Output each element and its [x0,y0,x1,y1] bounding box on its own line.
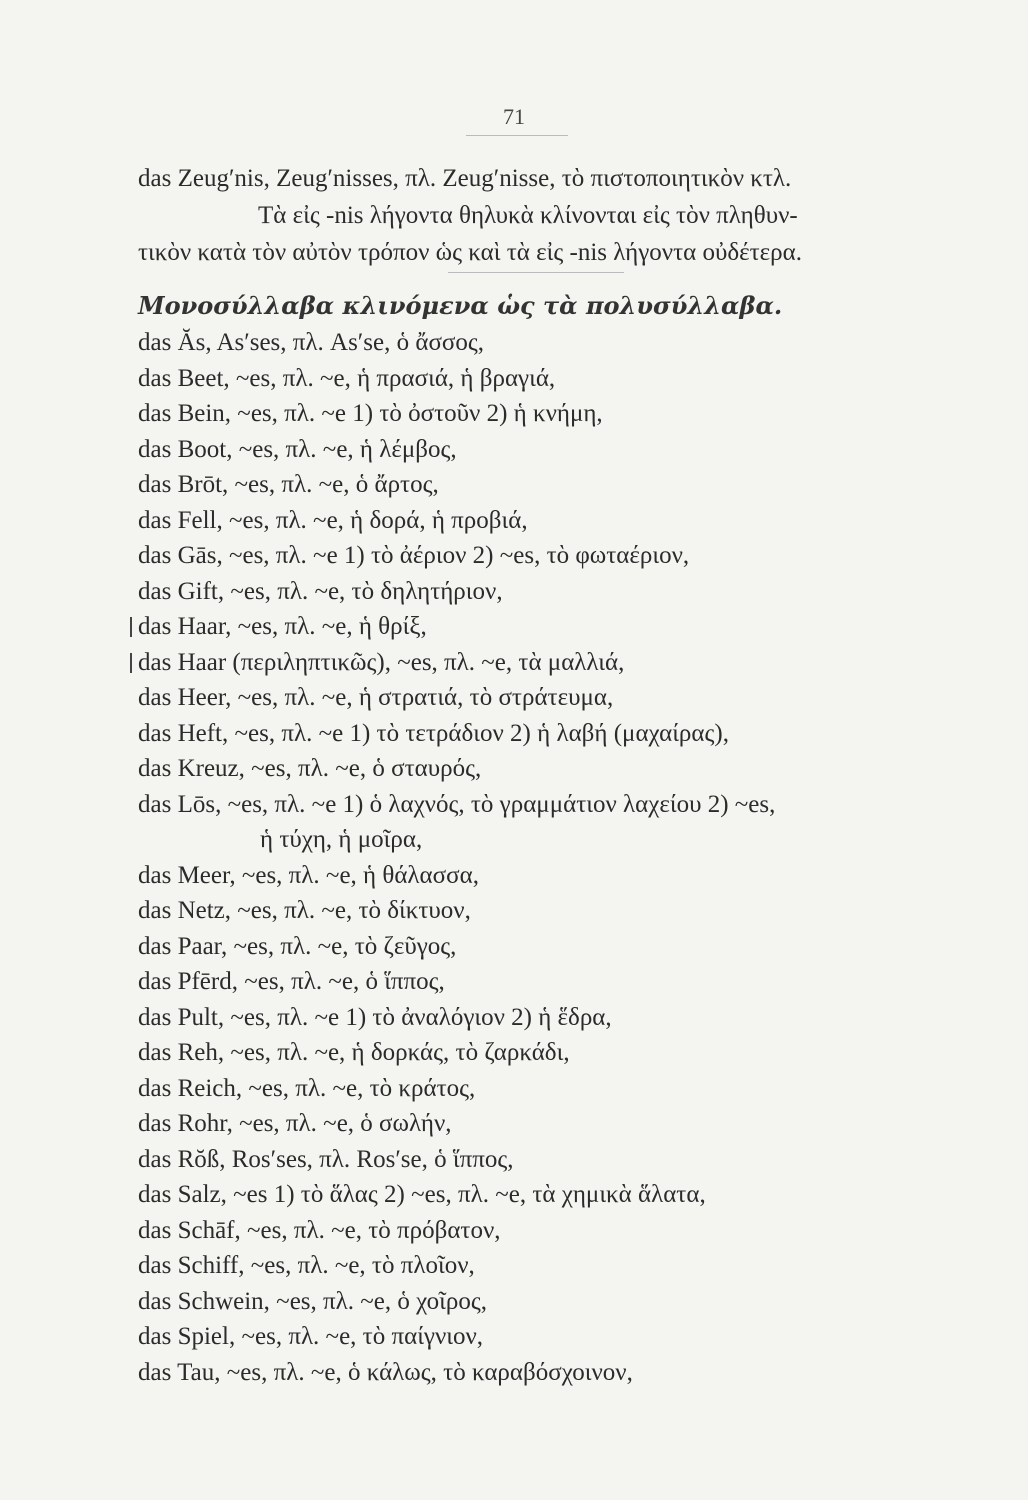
list-item: das Meer, ~es, πλ. ~e, ἡ θάλασσα, [138,861,479,889]
list-item: das Netz, ~es, πλ. ~e, τὸ δίκτυον, [138,897,471,924]
list-item: das Rohr, ~es, πλ. ~e, ὁ σωλήν, [138,1110,452,1137]
list-item-continuation: ἡ τύχη, ἡ μοῖρα, [260,826,423,853]
list-item: das Bein, ~es, πλ. ~e 1) τὸ ὀστοῦν 2) ἡ κνήμη, [138,400,603,427]
list-item-text: das Haar (περιληπτικῶς), ~es, πλ. ~e, τὰ μαλλιά, [138,648,625,676]
intro-paragraph [138,160,898,271]
list-item: das Rŏß, Ros′ses, πλ. Ros′se, ὁ ἵππος, [138,1145,514,1173]
intro-line: Τὰ εἰς -nis λήγοντα θηλυκὰ κλίνονται εἰς τὸν πληθυν- [258,202,798,229]
list-item: das Gift, ~es, πλ. ~e, τὸ δηλητήριον, [138,577,503,605]
list-item-text: das Haar, ~es, πλ. ~e, ἡ θρίξ, [138,613,427,640]
list-item: das Heer, ~es, πλ. ~e, ἡ στρατιά, τὸ στράτευμα, [138,684,614,711]
list-item: das Gās, ~es, πλ. ~e 1) τὸ ἀέριον 2) ~es, τὸ φωταέριον, [138,542,690,569]
list-item: das Pfērd, ~es, πλ. ~e, ὁ ἵππος, [138,968,445,995]
list-item: das Schāf, ~es, πλ. ~e, τὸ πρόβατον, [138,1216,501,1244]
section-heading: Μονοσύλλαβα κλινόμενα ὡς τὰ πολυσύλλαβα. [138,291,783,320]
list-item: das Kreuz, ~es, πλ. ~e, ὁ σταυρός, [138,755,482,782]
word-list [138,325,898,1390]
list-item: das Tau, ~es, πλ. ~e, ὁ κάλως, τὸ καραβόσχοινον, [138,1358,633,1386]
list-item: das Spiel, ~es, πλ. ~e, τὸ παίγνιον, [138,1323,484,1350]
list-item: das Brōt, ~es, πλ. ~e, ὁ ἄρτος, [138,471,439,498]
list-item: das Schwein, ~es, πλ. ~e, ὁ χοῖρος, [138,1287,488,1315]
list-item: das Schiff, ~es, πλ. ~e, τὸ πλοῖον, [138,1252,475,1279]
page-number: 71 [503,104,525,129]
list-item: das Fell, ~es, πλ. ~e, ἡ δορά, ἡ προβιά, [138,506,528,534]
list-item: das Reh, ~es, πλ. ~e, ἡ δορκάς, τὸ ζαρκάδι, [138,1039,570,1066]
header-rule [466,135,568,136]
list-item: das Heft, ~es, πλ. ~e 1) τὸ τετράδιον 2) ἡ λαβή (μαχαίρας), [138,719,729,747]
list-item: das Reich, ~es, πλ. ~e, τὸ κράτος, [138,1074,476,1102]
list-item: das Lōs, ~es, πλ. ~e 1) ὁ λαχνός, τὸ γραμμάτιον λαχείου 2) ~es, [138,790,776,818]
list-item-bracketed [138,609,898,645]
list-item-bracketed [138,645,898,681]
section-divider [448,272,624,273]
list-item: das Paar, ~es, πλ. ~e, τὸ ζεῦγος, [138,932,457,960]
list-item: das Ăs, As′ses, πλ. As′se, ὁ ἄσσος, [138,329,485,356]
list-item: das Pult, ~es, πλ. ~e 1) τὸ ἀναλόγιον 2) ἡ ἕδρα, [138,1003,612,1031]
margin-bracket-mark [130,653,132,673]
list-item: das Salz, ~es 1) τὸ ἅλας 2) ~es, πλ. ~e, τὰ χημικὰ ἅλατα, [138,1181,706,1208]
margin-bracket-mark [130,617,132,637]
intro-line: τικὸν κατὰ τὸν αὐτὸν τρόπον ὡς καὶ τὰ εἰς -nis λήγοντα οὐδέτερα. [138,239,802,266]
list-item: das Boot, ~es, πλ. ~e, ἡ λέμβος, [138,435,457,463]
list-item: das Beet, ~es, πλ. ~e, ἡ πρασιά, ἡ βραγιά, [138,364,556,392]
intro-line: das Zeug′nis, Zeug′nisses, πλ. Zeug′nisse, τὸ πιστοποιητικὸν κτλ. [138,165,792,192]
